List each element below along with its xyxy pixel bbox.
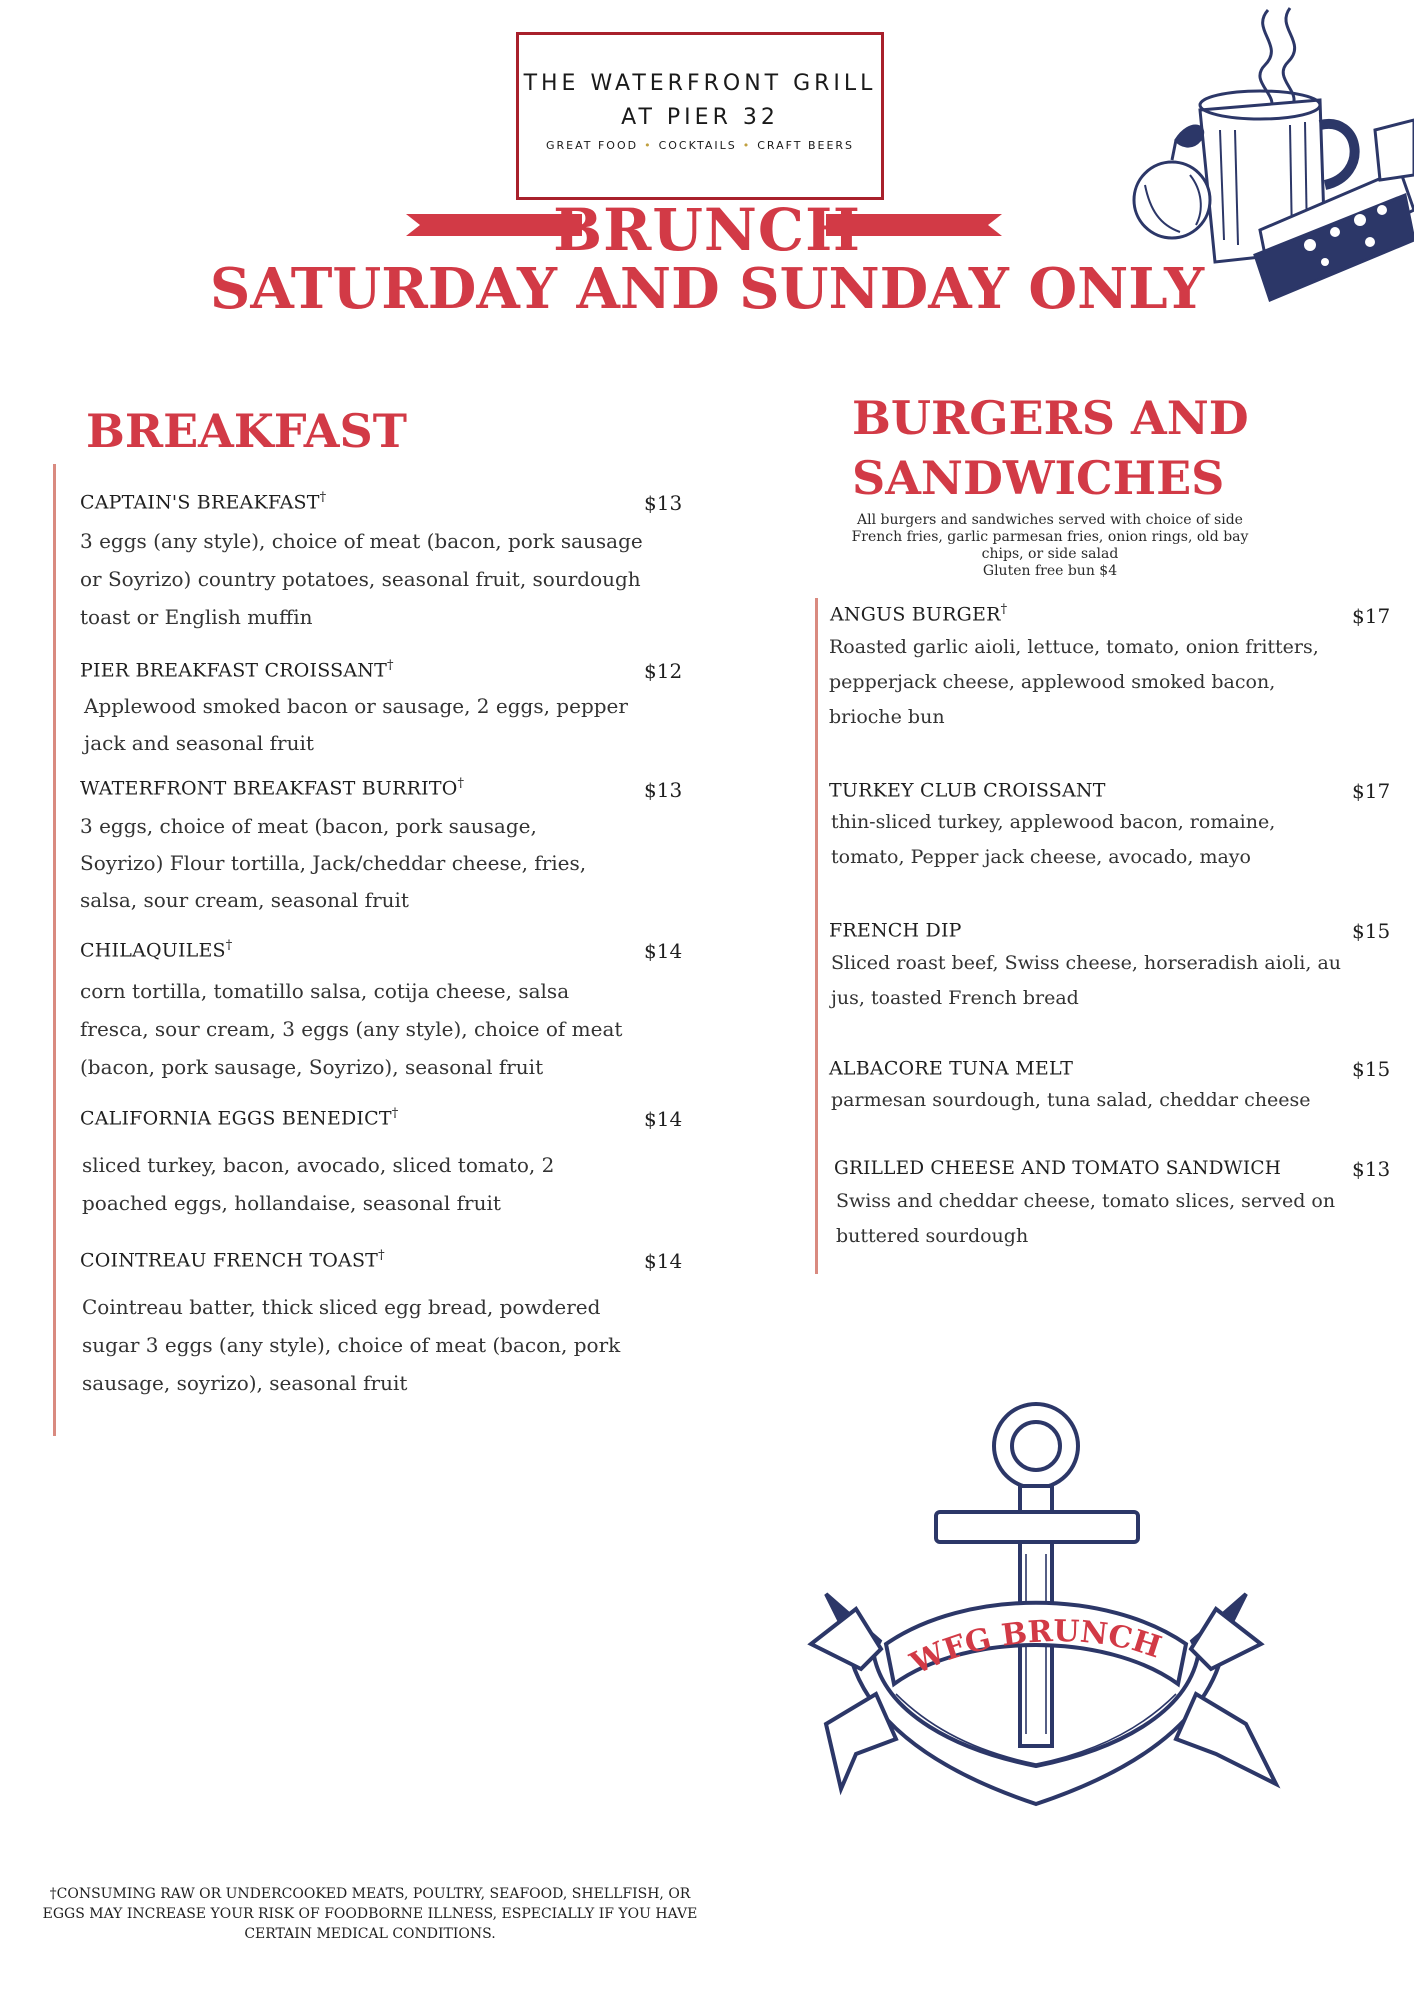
item-price: $13 [644, 778, 683, 802]
item-price: $14 [644, 1107, 683, 1131]
logo-tagline [519, 139, 881, 152]
item-description: Swiss and cheddar cheese, tomato slices, served on buttered sourdough [836, 1190, 1336, 1247]
tagline-beers: CRAFT BEERS [757, 139, 855, 152]
food-safety-disclaimer [20, 1884, 720, 1944]
logo-name-line1: THE WATERFRONT GRILL [523, 71, 877, 96]
anchor-banner-text: WFG BRUNCH [905, 1613, 1166, 1682]
note-line: Gluten free bun $4 [982, 563, 1118, 579]
item-price: $14 [644, 939, 683, 963]
item-name: TURKEY CLUB CROISSANT [829, 779, 1106, 802]
burgers-heading-line1: BURGERS AND [852, 391, 1249, 445]
tagline-cocktails: COCKTAILS [658, 139, 737, 152]
note-line: French fries, garlic parmesan fries, onion rings, old bay [851, 529, 1249, 545]
item-name: ANGUS BURGER† [830, 602, 1008, 626]
note-line: All burgers and sandwiches served with choice of side [857, 512, 1243, 528]
tagline-food: GREAT FOOD [545, 139, 639, 152]
item-description: parmesan sourdough, tuna salad, cheddar cheese [831, 1089, 1311, 1111]
item-name: WATERFRONT BREAKFAST BURRITO† [80, 776, 465, 800]
breakfast-heading: BREAKFAST [86, 404, 407, 458]
item-name: CALIFORNIA EGGS BENEDICT† [80, 1106, 399, 1130]
item-name: COINTREAU FRENCH TOAST† [80, 1248, 385, 1272]
burgers-heading-line2: SANDWICHES [852, 451, 1225, 505]
item-description: Roasted garlic aioli, lettuce, tomato, onion fritters, pepperjack cheese, applewood smoked bacon, brioche bun [829, 636, 1319, 728]
item-description: corn tortilla, tomatillo salsa, cotija cheese, salsa fresca, sour cream, 3 eggs (any style), choice of meat (bacon, pork sausage, Soyrizo), seasonal fruit [80, 979, 623, 1079]
item-description: thin-sliced turkey, applewood bacon, romaine, tomato, Pepper jack cheese, avocado, mayo [831, 811, 1276, 868]
breakfast-divider [53, 464, 56, 1436]
item-name: FRENCH DIP [829, 919, 962, 942]
item-description: Sliced roast beef, Swiss cheese, horseradish aioli, au jus, toasted French bread [831, 952, 1342, 1009]
item-price: $17 [1352, 604, 1391, 628]
item-price: $15 [1352, 1057, 1391, 1081]
item-description: 3 eggs (any style), choice of meat (bacon, pork sausage or Soyrizo) country potatoes, seasonal fruit, sourdough toast or English muffin [80, 529, 643, 629]
item-price: $15 [1352, 919, 1391, 943]
burgers-heading [852, 388, 1272, 508]
item-price: $12 [644, 659, 683, 683]
item-name: GRILLED CHEESE AND TOMATO SANDWICH [834, 1158, 1282, 1180]
disclaimer-line: CERTAIN MEDICAL CONDITIONS. [244, 1926, 496, 1942]
tagline-separator: • [644, 139, 653, 152]
item-name: ALBACORE TUNA MELT [829, 1057, 1074, 1080]
disclaimer-line: †CONSUMING RAW OR UNDERCOOKED MEATS, POULTRY, SEAFOOD, SHELLFISH, OR [49, 1886, 691, 1902]
note-line: chips, or side salad [981, 546, 1119, 562]
menu-title: BRUNCH [553, 196, 861, 264]
restaurant-logo [516, 32, 884, 200]
item-description: Cointreau batter, thick sliced egg bread, powdered sugar 3 eggs (any style), choice of meat (bacon, pork sausage, soyrizo), seasonal fruit [82, 1295, 621, 1395]
item-name: PIER BREAKFAST CROISSANT† [80, 658, 394, 682]
item-description: sliced turkey, bacon, avocado, sliced tomato, 2 poached eggs, hollandaise, seasonal fruit [82, 1153, 555, 1215]
menu-subtitle: SATURDAY AND SUNDAY ONLY [209, 256, 1205, 322]
item-name: CAPTAIN'S BREAKFAST† [80, 490, 327, 514]
item-name: CHILAQUILES† [80, 938, 233, 962]
item-description: Applewood smoked bacon or sausage, 2 eggs, pepper jack and seasonal fruit [84, 694, 628, 755]
tagline-separator: • [742, 139, 752, 152]
logo-name-line2: AT PIER 32 [621, 105, 779, 130]
item-description: 3 eggs, choice of meat (bacon, pork sausage, Soyrizo) Flour tortilla, Jack/cheddar cheese, fries, salsa, sour cream, seasonal fruit [80, 814, 587, 912]
item-price: $14 [644, 1249, 683, 1273]
burgers-side-note [800, 512, 1300, 580]
item-price: $13 [1352, 1157, 1391, 1181]
burgers-divider [815, 598, 818, 1274]
disclaimer-line: EGGS MAY INCREASE YOUR RISK OF FOODBORNE ILLNESS, ESPECIALLY IF YOU HAVE [42, 1906, 698, 1922]
item-price: $13 [644, 491, 683, 515]
item-price: $17 [1352, 779, 1391, 803]
